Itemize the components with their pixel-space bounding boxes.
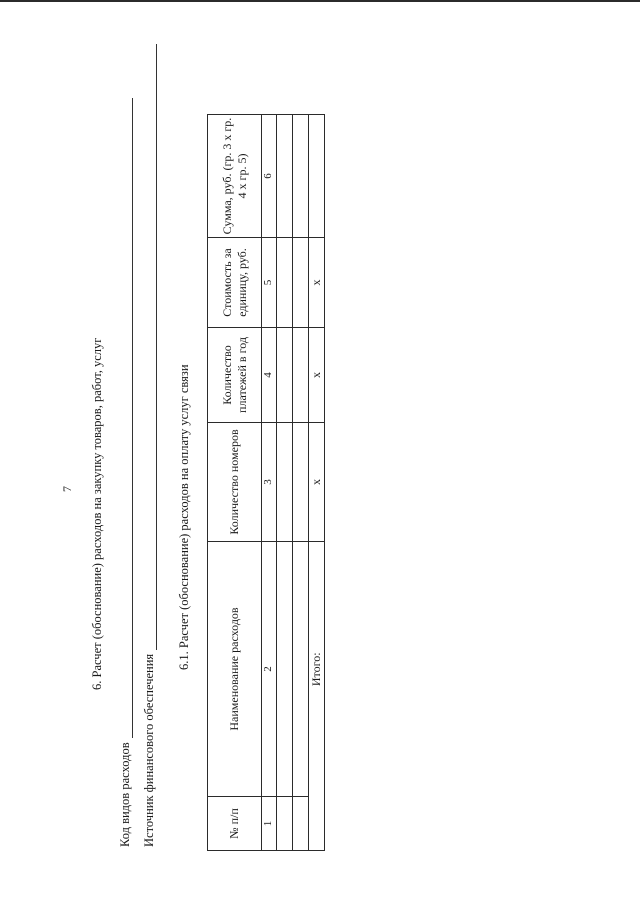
table-cell <box>276 542 292 797</box>
table-cell <box>292 238 308 328</box>
column-number: 2 <box>262 542 277 797</box>
header-payments-per-year: Количество платежей в год <box>208 328 262 423</box>
page-number: 7 <box>60 486 74 492</box>
column-number: 3 <box>262 423 277 542</box>
column-number: 5 <box>262 238 277 328</box>
table-header-row <box>208 115 262 851</box>
table-cell <box>276 238 292 328</box>
expense-code-field <box>118 98 133 847</box>
header-sum: Сумма, руб. (гр. 3 х гр. 4 х гр. 5) <box>208 115 262 238</box>
column-number: 1 <box>262 797 277 851</box>
subsection-title: 6.1. Расчет (обоснование) расходов на оплату услуг связи <box>177 364 191 670</box>
column-number: 4 <box>262 328 277 423</box>
table-row <box>292 115 308 851</box>
funding-source-blank-line <box>142 44 157 650</box>
header-number-count: Количество номеров <box>208 423 262 542</box>
total-label: Итого: <box>308 542 324 797</box>
funding-source-label: Источник финансового обеспечения <box>142 653 156 847</box>
table-cell <box>292 328 308 423</box>
table-cell <box>292 797 308 851</box>
table-row <box>276 115 292 851</box>
total-row <box>308 115 324 851</box>
table-cell <box>292 423 308 542</box>
table-cell <box>276 423 292 542</box>
total-number-count: x <box>308 423 324 542</box>
header-expense-name: Наименование расходов <box>208 542 262 797</box>
table-cell <box>292 542 308 797</box>
total-unit-cost: x <box>308 238 324 328</box>
column-number-row <box>262 115 277 851</box>
table-cell <box>276 115 292 238</box>
header-unit-cost: Стоимость за единицу, руб. <box>208 238 262 328</box>
funding-source-field <box>142 44 157 847</box>
communication-expenses-table <box>207 114 325 851</box>
table-cell <box>276 328 292 423</box>
total-sum <box>308 115 324 238</box>
expense-code-blank-line <box>118 98 133 738</box>
column-number: 6 <box>262 115 277 238</box>
header-row-number: № п/п <box>208 797 262 851</box>
total-empty-cell <box>308 797 324 851</box>
section-title: 6. Расчет (обоснование) расходов на закупку товаров, работ, услуг <box>90 337 104 690</box>
expense-code-label: Код видов расходов <box>118 742 132 847</box>
table-cell <box>292 115 308 238</box>
table-cell <box>276 797 292 851</box>
total-payments-per-year: x <box>308 328 324 423</box>
